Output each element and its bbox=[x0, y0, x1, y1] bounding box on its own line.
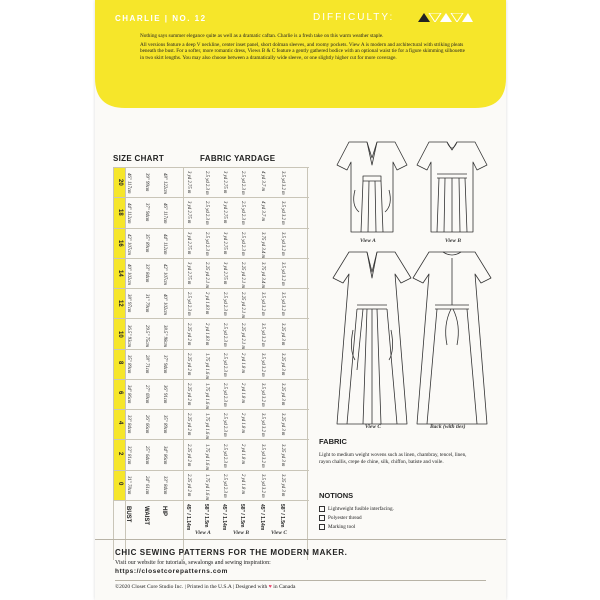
fabric-heading: FABRIC bbox=[319, 437, 347, 446]
waist-measurement: 31" 79cm bbox=[144, 294, 149, 313]
waist-measurement: 29.5" 75cm bbox=[144, 324, 149, 347]
fabric-yardage-cell: 3.5 yd 3.2 m bbox=[280, 292, 285, 316]
size-number: 8 bbox=[117, 360, 123, 365]
waist-measurement: 26" 66cm bbox=[144, 415, 149, 434]
hip-measurement: 33" 84cm bbox=[162, 475, 167, 495]
hip-measurement: 37" 94cm bbox=[162, 354, 167, 374]
table-row-line bbox=[113, 409, 309, 410]
fabric-yardage-cell: 2.5 yd 2.3 m bbox=[222, 322, 227, 347]
fabric-yardage-cell: 3.75 yd 3.4 m bbox=[260, 261, 265, 288]
fabric-yardage-cell: 2.25 yd 2.1 m bbox=[240, 261, 245, 288]
table-row-line bbox=[113, 379, 309, 380]
hip-measurement: 38.5" 98cm bbox=[162, 324, 167, 347]
pattern-envelope-back bbox=[95, 0, 506, 600]
fabric-width-label: 45" / 1.14m bbox=[185, 504, 191, 531]
checkbox-icon bbox=[319, 506, 325, 512]
fabric-yardage-cell: 3.5 yd 3.2 m bbox=[280, 231, 285, 256]
yardage-view-label: View B bbox=[233, 530, 250, 536]
fabric-yardage-cell: 2.25 yd 2.1 m bbox=[240, 292, 245, 319]
waist-measurement: 28" 71cm bbox=[144, 354, 149, 374]
view-b-drawing bbox=[417, 142, 487, 232]
yardage-view-label: View A bbox=[195, 530, 211, 536]
fabric-yardage-cell: 2.5 yd 2.3 m bbox=[222, 443, 227, 468]
fabric-yardage-cell: 2.5 yd 2.3 m bbox=[204, 171, 209, 195]
hip-measurement: 46" 117cm bbox=[162, 203, 167, 224]
fabric-yardage-cell: 2 yd 1.8 m bbox=[240, 413, 245, 434]
notion-item: Marking tool bbox=[319, 524, 355, 530]
fabric-yardage-cell: 2 yd 1.8 m bbox=[240, 473, 245, 494]
size-number: 6 bbox=[117, 391, 123, 395]
waist-measurement: 35" 89cm bbox=[144, 233, 149, 253]
waist-measurement: 39" 99cm bbox=[144, 173, 149, 192]
waist-measurement: 24" 61cm bbox=[144, 475, 149, 495]
bust-measurement: 31" 78cm bbox=[126, 475, 131, 495]
fabric-yardage-cell: 2.25 yd 2 m bbox=[186, 322, 191, 345]
table-row-line bbox=[113, 228, 309, 229]
fabric-yardage-cell: 1.75 yd 1.6 m bbox=[204, 383, 209, 410]
fabric-yardage-cell: 4 yd 3.7 m bbox=[260, 171, 265, 192]
fabric-yardage-cell: 3.25 yd 3 m bbox=[280, 473, 285, 497]
waist-measurement: 37" 94cm bbox=[144, 203, 149, 222]
bust-measurement: 34" 86cm bbox=[126, 385, 131, 404]
difficulty-rating-icon bbox=[418, 13, 473, 22]
fabric-yardage-cell: 2.5 yd 2.3 m bbox=[222, 413, 227, 437]
table-grid-line bbox=[307, 167, 308, 560]
waist-row-label: WAIST bbox=[143, 506, 149, 525]
bust-measurement: 35" 89cm bbox=[126, 354, 131, 374]
fabric-width-label: 45" / 1.14m bbox=[259, 504, 265, 531]
fabric-yardage-cell: 3.75 yd 3.4 m bbox=[260, 231, 265, 258]
fabric-yardage-cell: 2.25 yd 2.1 m bbox=[240, 322, 245, 349]
size-number: 12 bbox=[117, 300, 123, 307]
difficulty-label: DIFFICULTY: bbox=[313, 12, 395, 23]
checkbox-icon bbox=[319, 524, 325, 530]
garment-illustrations bbox=[327, 140, 492, 440]
view-b-label: View B bbox=[445, 238, 462, 244]
fabric-yardage-cell: 2.5 yd 2.3 m bbox=[204, 201, 209, 225]
waist-measurement: 25" 64cm bbox=[144, 445, 149, 464]
footer-visit-text: Visit our website for tutorials, sewalongs and sewing inspiration: bbox=[115, 560, 271, 566]
fabric-yardage-cell: 3.5 yd 3.2 m bbox=[280, 201, 285, 225]
fabric-yardage-cell: 3.5 yd 3.2 m bbox=[260, 322, 265, 347]
table-row-line bbox=[113, 318, 309, 319]
fabric-yardage-cell: 3.5 yd 3.2 m bbox=[260, 352, 265, 377]
fabric-yardage-cell: 2.25 yd 2 m bbox=[186, 473, 191, 497]
bust-measurement: 32" 81cm bbox=[126, 445, 131, 464]
notion-item: Lightweight fusible interfacing. bbox=[319, 506, 394, 512]
fabric-yardage-cell: 2.5 yd 2.3 m bbox=[222, 352, 227, 377]
description-paragraph-2: All versions feature a deep V neckline, center inset panel, short dolman sleeves, and roomy pockets. View A is modern and architectural with striking pleats beneath the bust. For a softer, more romantic dress, Views B & C feature a gently gathered bodice with an optional waist tie for a figure skimming silhouette in two skirt lengths. You may also choose between a dramatically wide sleeve, or one slightly higher cut for more coverage. bbox=[140, 41, 465, 61]
waist-measurement: 27" 69cm bbox=[144, 385, 149, 404]
hip-measurement: 44" 112cm bbox=[162, 233, 167, 255]
fabric-yardage-heading: FABRIC YARDAGE bbox=[200, 154, 276, 163]
fabric-yardage-cell: 2.25 yd 2 m bbox=[186, 443, 191, 466]
hip-measurement: 36" 91cm bbox=[162, 385, 167, 404]
hip-row-label: HIP bbox=[161, 506, 167, 517]
notion-item: Polyester thread bbox=[319, 515, 362, 521]
fabric-yardage-cell: 2.25 yd 2 m bbox=[186, 413, 191, 436]
fabric-yardage-cell: 1.75 yd 1.6 m bbox=[204, 352, 209, 379]
fabric-yardage-cell: 3.25 yd 3 m bbox=[280, 413, 285, 436]
fabric-yardage-cell: 3 yd 2.75 m bbox=[222, 261, 227, 285]
fabric-yardage-cell: 2 yd 1.83 m bbox=[204, 322, 209, 345]
table-row-line bbox=[113, 500, 309, 501]
view-a-label: View A bbox=[360, 238, 376, 244]
fabric-yardage-cell: 2.5 yd 2.3 m bbox=[222, 292, 227, 316]
fabric-yardage-cell: 3.5 yd 3.2 m bbox=[280, 261, 285, 286]
back-view-label: Back (with ties) bbox=[430, 424, 466, 430]
fabric-yardage-cell: 1.75 yd 1.6 m bbox=[204, 473, 209, 500]
fabric-yardage-cell: 2.25 yd 2 m bbox=[186, 352, 191, 376]
fabric-yardage-cell: 3 yd 2.75 m bbox=[186, 261, 191, 285]
bust-row-label: BUST bbox=[125, 506, 131, 523]
fabric-yardage-cell: 3.25 yd 3 m bbox=[280, 322, 285, 345]
bust-measurement: 44" 112cm bbox=[126, 203, 131, 224]
view-c-label: View C bbox=[365, 424, 382, 430]
fabric-yardage-cell: 2 yd 1.8 m bbox=[240, 443, 245, 464]
table-row-line bbox=[113, 439, 309, 440]
table-row-line bbox=[113, 197, 309, 198]
bust-measurement: 46" 117cm bbox=[126, 173, 131, 194]
fabric-yardage-cell: 3.5 yd 3.2 m bbox=[280, 171, 285, 195]
table-row-line bbox=[113, 470, 309, 471]
fabric-yardage-cell: 3.25 yd 3 m bbox=[280, 443, 285, 466]
fabric-yardage-cell: 3.5 yd 3.2 m bbox=[260, 413, 265, 437]
fabric-width-label: 58" / 1.5m bbox=[239, 504, 245, 528]
copyright-divider bbox=[115, 580, 486, 581]
fabric-yardage-cell: 2 yd 1.83 m bbox=[204, 292, 209, 315]
fabric-yardage-cell: 3.25 yd 3 m bbox=[280, 383, 285, 406]
fabric-yardage-cell: 3 yd 2.75 m bbox=[222, 231, 227, 255]
fabric-yardage-cell: 2.25 yd 2 m bbox=[186, 383, 191, 406]
footer-divider bbox=[95, 539, 506, 540]
waist-measurement: 33" 84cm bbox=[144, 263, 149, 283]
yardage-view-label: View C bbox=[271, 530, 288, 536]
fabric-yardage-cell: 2.5 yd 2.3 m bbox=[240, 171, 245, 195]
hip-measurement: 48" 122cm bbox=[162, 173, 167, 194]
bust-measurement: 36.5" 93cm bbox=[126, 324, 131, 347]
fabric-width-label: 58" / 1.5m bbox=[203, 504, 209, 528]
view-a-drawing bbox=[337, 142, 407, 232]
fabric-yardage-cell: 3 yd 2.75 m bbox=[186, 171, 191, 194]
bust-measurement: 38" 97cm bbox=[126, 294, 131, 313]
fabric-yardage-cell: 2.5 yd 2.3 m bbox=[240, 231, 245, 256]
fabric-yardage-cell: 2.5 yd 2.3 m bbox=[240, 201, 245, 225]
fabric-yardage-cell: 3.5 yd 3.2 m bbox=[260, 443, 265, 468]
size-number: 4 bbox=[117, 421, 123, 425]
pattern-title: CHARLIE | NO. 12 bbox=[115, 14, 207, 23]
hip-measurement: 35" 89cm bbox=[162, 415, 167, 434]
fabric-width-label: 45" / 1.14m bbox=[221, 504, 227, 531]
bust-measurement: 33" 84cm bbox=[126, 415, 131, 434]
size-chart-heading: SIZE CHART bbox=[113, 154, 164, 163]
fabric-yardage-cell: 3 yd 2.75 m bbox=[222, 201, 227, 224]
fabric-yardage-cell: 2.5 yd 2.3 m bbox=[186, 292, 191, 316]
bust-measurement: 42" 107cm bbox=[126, 233, 131, 255]
table-grid-line bbox=[183, 167, 184, 560]
fabric-yardage-cell: 3.5 yd 3.2 m bbox=[260, 473, 265, 498]
table-row-line bbox=[113, 349, 309, 350]
fabric-yardage-cell: 3.5 yd 3.2 m bbox=[260, 292, 265, 316]
fabric-yardage-cell: 2 yd 1.8 m bbox=[240, 383, 245, 404]
fabric-yardage-cell: 1.75 yd 1.6 m bbox=[204, 413, 209, 440]
fabric-yardage-cell: 3.25 yd 3 m bbox=[280, 352, 285, 376]
table-row-line bbox=[113, 167, 309, 168]
size-number: 20 bbox=[117, 179, 123, 186]
footer-tagline: CHIC SEWING PATTERNS FOR THE MODERN MAKER. bbox=[115, 548, 348, 557]
fabric-yardage-cell: 3 yd 2.75 m bbox=[186, 231, 191, 255]
footer-website-link[interactable]: https://closetcorepatterns.com bbox=[115, 568, 228, 575]
hip-measurement: 34" 86cm bbox=[162, 445, 167, 464]
fabric-width-label: 58" / 1.5m bbox=[279, 504, 285, 528]
fabric-yardage-cell: 3 yd 2.75 m bbox=[186, 201, 191, 224]
size-number: 10 bbox=[117, 330, 123, 338]
notions-heading: NOTIONS bbox=[319, 491, 354, 500]
fabric-yardage-cell: 1.75 yd 1.6 m bbox=[204, 443, 209, 470]
copyright-line: ©2020 Closet Core Studio Inc. | Printed in the U.S.A | Designed with ♥ in Canada bbox=[115, 584, 296, 590]
size-number: 16 bbox=[117, 239, 123, 247]
checkbox-icon bbox=[319, 515, 325, 521]
fabric-yardage-cell: 4 yd 3.7 m bbox=[260, 201, 265, 222]
hip-measurement: 40" 102cm bbox=[162, 294, 167, 316]
fabric-description: Light to medium weight wovens such as linen, chambray, tencel, linen, rayon challis, crepe de chine, silk, chiffon, batiste and voile. bbox=[319, 452, 467, 465]
table-row-line bbox=[113, 288, 309, 289]
fabric-yardage-cell: 2.5 yd 2.3 m bbox=[222, 383, 227, 407]
size-number: 2 bbox=[117, 451, 123, 455]
description-paragraph-1: Nothing says summer elegance quite as well as a dramatic caftan. Charlie is a fresh take on this warm weather staple. bbox=[140, 33, 384, 39]
size-number: 18 bbox=[117, 209, 123, 217]
size-number: 0 bbox=[117, 481, 123, 486]
fabric-yardage-cell: 2.25 yd 2.1 m bbox=[204, 261, 209, 288]
size-number: 14 bbox=[117, 269, 123, 277]
pattern-description bbox=[140, 33, 470, 63]
heart-icon: ♥ bbox=[268, 584, 272, 590]
view-c-drawing bbox=[333, 252, 411, 424]
fabric-yardage-cell: 2.5 yd 2.3 m bbox=[204, 231, 209, 256]
table-row-line bbox=[113, 258, 309, 259]
hip-measurement: 42" 107cm bbox=[162, 263, 167, 285]
fabric-yardage-cell: 2.5 yd 2.3 m bbox=[222, 473, 227, 498]
back-view-drawing bbox=[413, 252, 491, 424]
table-grid-line bbox=[113, 167, 114, 560]
fabric-yardage-cell: 3.5 yd 3.2 m bbox=[260, 383, 265, 407]
fabric-yardage-cell: 2 yd 1.8 m bbox=[240, 352, 245, 373]
bust-measurement: 40" 102cm bbox=[126, 263, 131, 285]
fabric-yardage-cell: 3 yd 2.75 m bbox=[222, 171, 227, 194]
